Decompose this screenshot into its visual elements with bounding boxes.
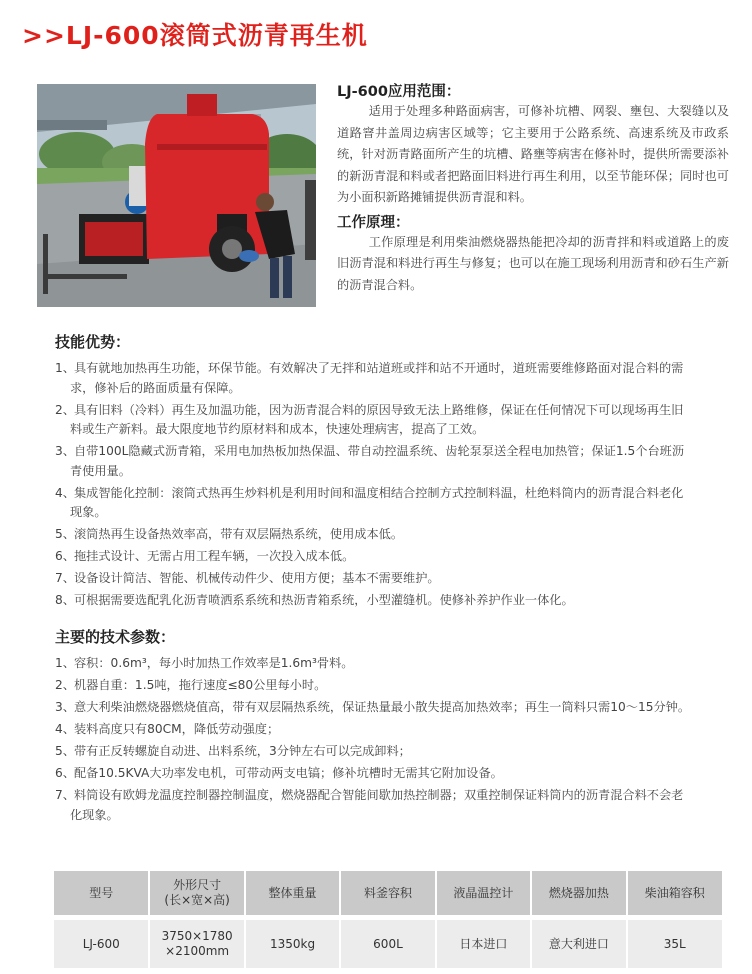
principle-text: 工作原理是利用柴油燃烧器热能把冷却的沥青拌和料或道路上的废旧沥青混和料进行再生与修复；也可以在施工现场利用沥青和砂石生产新的沥青混合料。 bbox=[337, 234, 729, 292]
list-item: 2、具有旧料（冷料）再生及加温功能，因为沥青混合料的原因导致无法上路维修，保证在任何情况下可以现场再生旧料或生产新料。最大限度地节约原材料和成本，快速处理病害，提高了工效。 bbox=[55, 402, 684, 436]
cell-burner: 意大利进口 bbox=[531, 920, 626, 968]
cell-thermostat: 日本进口 bbox=[436, 920, 531, 968]
header-cell-tank: 柴油箱容积 bbox=[627, 871, 722, 915]
list-item: 5、滚筒热再生设备热效率高，带有双层隔热系统，使用成本低。 bbox=[55, 527, 404, 541]
header-cell-volume: 料釜容积 bbox=[340, 871, 435, 915]
list-item: 6、配备10.5KVA大功率发电机，可带动两支电镐；修补坑槽时无需其它附加设备。 bbox=[55, 766, 503, 780]
advantages-heading: 技能优势： bbox=[55, 333, 131, 351]
list-item: 6、拖挂式设计、无需占用工程车辆，一次投入成本低。 bbox=[55, 549, 355, 563]
spec-table bbox=[54, 871, 722, 968]
header-cell-thermostat: 液晶温控计 bbox=[436, 871, 531, 915]
list-item: 1、容积：0.6m³，每小时加热工作效率是1.6m³骨料。 bbox=[55, 656, 354, 670]
list-item: 2、机器自重：1.5吨，拖行速度≤80公里每小时。 bbox=[55, 678, 327, 692]
cell-model: LJ-600 bbox=[54, 920, 149, 968]
page-title: >>LJ-600滚筒式沥青再生机 bbox=[22, 21, 368, 50]
list-item: 7、设备设计简洁、智能、机械传动件少、使用方便；基本不需要维护。 bbox=[55, 571, 440, 585]
header-cell-model: 型号 bbox=[54, 871, 149, 915]
spec-header-row bbox=[54, 871, 722, 915]
list-item: 4、装料高度只有80CM，降低劳动强度； bbox=[55, 722, 280, 736]
list-item: 3、意大利柴油燃烧器燃烧值高，带有双层隔热系统，保证热量最小散失提高加热效率；再生一筒料只需10～15分钟。 bbox=[55, 700, 691, 714]
params-section bbox=[55, 626, 695, 828]
list-item: 8、可根据需要选配乳化沥青喷洒系系统和热沥青箱系统，小型灌缝机。使修补养护作业一体化。 bbox=[55, 593, 574, 607]
cell-weight: 1350kg bbox=[245, 920, 340, 968]
header-cell-dimensions: 外形尺寸 (长×宽×高) bbox=[149, 871, 244, 915]
cell-dimensions: 3750×1780 ×2100mm bbox=[149, 920, 244, 968]
scope-text: 适用于处理多种路面病害，可修补坑槽、网裂、壅包、大裂缝以及道路窨井盖周边病害区域等；它主要用于公路系统、高速系统及市政系统，针对沥青路面所产生的坑槽、路壅等病害在修补时，提供所需要添补的新沥青混和料或者把路面旧料进行再生利用，以至节能环保；同时也可为小面积新路摊铺提供沥青混和料。 bbox=[337, 104, 729, 204]
cell-tank: 35L bbox=[627, 920, 722, 968]
list-item: 3、自带100L隐藏式沥青箱，采用电加热板加热保温、带自动控温系统、齿轮泵泵送全程电加热管；保证1.5个台班沥青使用量。 bbox=[55, 444, 685, 478]
list-item: 5、带有正反转螺旋自动进、出料系统，3分钟左右可以完成卸料； bbox=[55, 744, 411, 758]
params-list bbox=[55, 654, 695, 825]
table-row bbox=[54, 920, 722, 968]
asphalt-recycler-photo bbox=[37, 84, 316, 307]
list-item: 1、具有就地加热再生功能，环保节能。有效解决了无拌和站道班或拌和站不开通时，道班需要维修路面对混合料的需求，修补后的路面质量有保障。 bbox=[55, 361, 684, 395]
header-cell-burner: 燃烧器加热 bbox=[531, 871, 626, 915]
intro-column bbox=[337, 80, 729, 296]
product-photo bbox=[37, 84, 316, 307]
cell-volume: 600L bbox=[340, 920, 435, 968]
principle-heading: 工作原理： bbox=[337, 214, 410, 231]
header-cell-weight: 整体重量 bbox=[245, 871, 340, 915]
params-heading: 主要的技术参数： bbox=[55, 628, 176, 646]
list-item: 7、料筒设有欧姆龙温度控制器控制温度，燃烧器配合智能间歇加热控制器；双重控制保证料筒内的沥青混合料不会老化现象。 bbox=[55, 788, 684, 822]
list-item: 4、集成智能化控制：滚筒式热再生炒料机是利用时间和温度相结合控制方式控制料温，杜绝料筒内的沥青混合料老化现象。 bbox=[55, 485, 684, 519]
advantages-list bbox=[55, 359, 695, 611]
advantages-section bbox=[55, 331, 695, 613]
scope-heading: LJ-600应用范围： bbox=[337, 84, 461, 100]
